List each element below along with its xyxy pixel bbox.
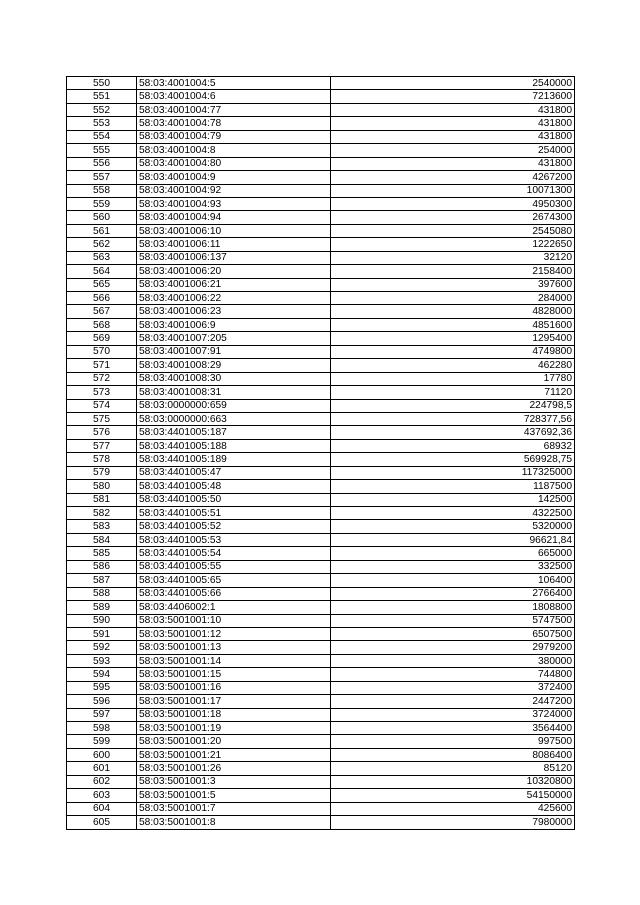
table-row: [67, 547, 575, 560]
value-cell: 284000: [331, 292, 575, 305]
table-row: [67, 695, 575, 708]
row-number-cell: 561: [67, 224, 137, 237]
cadastral-number-cell: 58:03:4001008:30: [137, 372, 331, 385]
table-row: [67, 332, 575, 345]
table-body: [67, 77, 575, 830]
value-cell: 4851600: [331, 318, 575, 331]
table-row: [67, 708, 575, 721]
table-row: [67, 372, 575, 385]
table-row: [67, 533, 575, 546]
row-number-cell: 573: [67, 386, 137, 399]
row-number-cell: 564: [67, 265, 137, 278]
row-number-cell: 603: [67, 789, 137, 802]
cadastral-number-cell: 58:03:4001004:94: [137, 211, 331, 224]
cadastral-number-cell: 58:03:4001004:9: [137, 171, 331, 184]
table-row: [67, 211, 575, 224]
table-row: [67, 560, 575, 573]
value-cell: 10320800: [331, 775, 575, 788]
value-cell: 372400: [331, 681, 575, 694]
cadastral-number-cell: 58:03:4001006:9: [137, 318, 331, 331]
value-cell: 4749800: [331, 345, 575, 358]
table-row: [67, 305, 575, 318]
row-number-cell: 571: [67, 359, 137, 372]
value-cell: 17780: [331, 372, 575, 385]
cadastral-number-cell: 58:03:4401005:188: [137, 439, 331, 452]
value-cell: 10071300: [331, 184, 575, 197]
row-number-cell: 557: [67, 171, 137, 184]
table-row: [67, 654, 575, 667]
value-cell: 6507500: [331, 627, 575, 640]
cadastral-number-cell: 58:03:4401005:51: [137, 507, 331, 520]
row-number-cell: 552: [67, 103, 137, 116]
value-cell: 2979200: [331, 641, 575, 654]
value-cell: 665000: [331, 547, 575, 560]
value-cell: 54150000: [331, 789, 575, 802]
value-cell: 142500: [331, 493, 575, 506]
value-cell: 728377,56: [331, 412, 575, 425]
row-number-cell: 576: [67, 426, 137, 439]
value-cell: 462280: [331, 359, 575, 372]
table-row: [67, 238, 575, 251]
table-row: [67, 507, 575, 520]
row-number-cell: 579: [67, 466, 137, 479]
table-row: [67, 197, 575, 210]
table-row: [67, 627, 575, 640]
row-number-cell: 558: [67, 184, 137, 197]
table-row: [67, 480, 575, 493]
cadastral-number-cell: 58:03:4001006:11: [137, 238, 331, 251]
cadastral-number-cell: 58:03:4001008:31: [137, 386, 331, 399]
value-cell: 8086400: [331, 748, 575, 761]
value-cell: 397600: [331, 278, 575, 291]
row-number-cell: 574: [67, 399, 137, 412]
cadastral-number-cell: 58:03:5001001:14: [137, 654, 331, 667]
row-number-cell: 554: [67, 130, 137, 143]
row-number-cell: 582: [67, 507, 137, 520]
cadastral-number-cell: 58:03:5001001:16: [137, 681, 331, 694]
value-cell: 2545080: [331, 224, 575, 237]
table-row: [67, 171, 575, 184]
cadastral-number-cell: 58:03:4001006:21: [137, 278, 331, 291]
row-number-cell: 580: [67, 480, 137, 493]
row-number-cell: 570: [67, 345, 137, 358]
table-row: [67, 292, 575, 305]
value-cell: 997500: [331, 735, 575, 748]
cadastral-number-cell: 58:03:4001004:8: [137, 144, 331, 157]
value-cell: 425600: [331, 802, 575, 815]
row-number-cell: 568: [67, 318, 137, 331]
value-cell: 332500: [331, 560, 575, 573]
table-row: [67, 802, 575, 815]
cadastral-number-cell: 58:03:0000000:663: [137, 412, 331, 425]
table-row: [67, 641, 575, 654]
table-row: [67, 251, 575, 264]
table-row: [67, 493, 575, 506]
row-number-cell: 563: [67, 251, 137, 264]
row-number-cell: 591: [67, 627, 137, 640]
row-number-cell: 600: [67, 748, 137, 761]
table-row: [67, 735, 575, 748]
row-number-cell: 584: [67, 533, 137, 546]
cadastral-number-cell: 58:03:5001001:21: [137, 748, 331, 761]
table-row: [67, 90, 575, 103]
value-cell: 32120: [331, 251, 575, 264]
cadastral-number-cell: 58:03:4001007:205: [137, 332, 331, 345]
table-row: [67, 318, 575, 331]
row-number-cell: 583: [67, 520, 137, 533]
value-cell: 7213600: [331, 90, 575, 103]
row-number-cell: 551: [67, 90, 137, 103]
row-number-cell: 577: [67, 439, 137, 452]
table-row: [67, 775, 575, 788]
row-number-cell: 593: [67, 654, 137, 667]
cadastral-number-cell: 58:03:4001004:78: [137, 117, 331, 130]
table-row: [67, 117, 575, 130]
table-row: [67, 789, 575, 802]
value-cell: 7980000: [331, 816, 575, 829]
cadastral-number-cell: 58:03:4401005:187: [137, 426, 331, 439]
value-cell: 1222650: [331, 238, 575, 251]
cadastral-number-cell: 58:03:5001001:8: [137, 816, 331, 829]
cadastral-number-cell: 58:03:4001006:20: [137, 265, 331, 278]
table-row: [67, 601, 575, 614]
cadastral-number-cell: 58:03:4001004:93: [137, 197, 331, 210]
row-number-cell: 604: [67, 802, 137, 815]
value-cell: 106400: [331, 574, 575, 587]
table-row: [67, 412, 575, 425]
cadastral-number-cell: 58:03:5001001:13: [137, 641, 331, 654]
table-row: [67, 748, 575, 761]
value-cell: 5320000: [331, 520, 575, 533]
row-number-cell: 585: [67, 547, 137, 560]
cadastral-number-cell: 58:03:5001001:26: [137, 762, 331, 775]
cadastral-number-cell: 58:03:4401005:189: [137, 453, 331, 466]
table-row: [67, 103, 575, 116]
table-row: [67, 265, 575, 278]
row-number-cell: 594: [67, 668, 137, 681]
table-row: [67, 426, 575, 439]
value-cell: 1295400: [331, 332, 575, 345]
row-number-cell: 556: [67, 157, 137, 170]
table-row: [67, 399, 575, 412]
row-number-cell: 572: [67, 372, 137, 385]
row-number-cell: 586: [67, 560, 137, 573]
table-row: [67, 574, 575, 587]
row-number-cell: 565: [67, 278, 137, 291]
row-number-cell: 596: [67, 695, 137, 708]
cadastral-number-cell: 58:03:5001001:7: [137, 802, 331, 815]
table-row: [67, 439, 575, 452]
data-table: [66, 76, 575, 830]
row-number-cell: 592: [67, 641, 137, 654]
cadastral-number-cell: 58:03:5001001:15: [137, 668, 331, 681]
row-number-cell: 587: [67, 574, 137, 587]
cadastral-number-cell: 58:03:4001004:80: [137, 157, 331, 170]
table-row: [67, 681, 575, 694]
value-cell: 431800: [331, 130, 575, 143]
value-cell: 744800: [331, 668, 575, 681]
value-cell: 85120: [331, 762, 575, 775]
cadastral-number-cell: 58:03:4401005:48: [137, 480, 331, 493]
row-number-cell: 560: [67, 211, 137, 224]
cadastral-number-cell: 58:03:5001001:17: [137, 695, 331, 708]
table-row: [67, 157, 575, 170]
table-row: [67, 224, 575, 237]
row-number-cell: 589: [67, 601, 137, 614]
cadastral-number-cell: 58:03:4401005:52: [137, 520, 331, 533]
cadastral-number-cell: 58:03:4001008:29: [137, 359, 331, 372]
value-cell: 1808800: [331, 601, 575, 614]
cadastral-number-cell: 58:03:4401005:47: [137, 466, 331, 479]
table-row: [67, 130, 575, 143]
value-cell: 2766400: [331, 587, 575, 600]
value-cell: 431800: [331, 103, 575, 116]
cadastral-number-cell: 58:03:4001006:137: [137, 251, 331, 264]
cadastral-number-cell: 58:03:0000000:659: [137, 399, 331, 412]
table-row: [67, 587, 575, 600]
row-number-cell: 575: [67, 412, 137, 425]
table-row: [67, 184, 575, 197]
row-number-cell: 562: [67, 238, 137, 251]
cadastral-number-cell: 58:03:4401005:54: [137, 547, 331, 560]
cadastral-number-cell: 58:03:4401005:50: [137, 493, 331, 506]
table-row: [67, 359, 575, 372]
value-cell: 224798,5: [331, 399, 575, 412]
row-number-cell: 605: [67, 816, 137, 829]
value-cell: 68932: [331, 439, 575, 452]
cadastral-number-cell: 58:03:4001007:91: [137, 345, 331, 358]
cadastral-number-cell: 58:03:5001001:20: [137, 735, 331, 748]
cadastral-number-cell: 58:03:4001006:22: [137, 292, 331, 305]
row-number-cell: 559: [67, 197, 137, 210]
table-row: [67, 762, 575, 775]
value-cell: 431800: [331, 157, 575, 170]
row-number-cell: 581: [67, 493, 137, 506]
table-row: [67, 144, 575, 157]
cadastral-number-cell: 58:03:5001001:5: [137, 789, 331, 802]
cadastral-number-cell: 58:03:4401005:55: [137, 560, 331, 573]
row-number-cell: 597: [67, 708, 137, 721]
table-row: [67, 386, 575, 399]
value-cell: 2674300: [331, 211, 575, 224]
value-cell: 380000: [331, 654, 575, 667]
value-cell: 4322500: [331, 507, 575, 520]
table-row: [67, 668, 575, 681]
row-number-cell: 567: [67, 305, 137, 318]
row-number-cell: 555: [67, 144, 137, 157]
row-number-cell: 590: [67, 614, 137, 627]
table-row: [67, 345, 575, 358]
table-row: [67, 453, 575, 466]
row-number-cell: 588: [67, 587, 137, 600]
row-number-cell: 602: [67, 775, 137, 788]
row-number-cell: 578: [67, 453, 137, 466]
value-cell: 2447200: [331, 695, 575, 708]
value-cell: 3724000: [331, 708, 575, 721]
table-row: [67, 278, 575, 291]
value-cell: 117325000: [331, 466, 575, 479]
cadastral-number-cell: 58:03:4001006:10: [137, 224, 331, 237]
row-number-cell: 566: [67, 292, 137, 305]
cadastral-number-cell: 58:03:4401005:53: [137, 533, 331, 546]
value-cell: 2158400: [331, 265, 575, 278]
table-row: [67, 466, 575, 479]
value-cell: 569928,75: [331, 453, 575, 466]
row-number-cell: 569: [67, 332, 137, 345]
cadastral-number-cell: 58:03:4001004:77: [137, 103, 331, 116]
value-cell: 437692,36: [331, 426, 575, 439]
row-number-cell: 601: [67, 762, 137, 775]
value-cell: 4828000: [331, 305, 575, 318]
cadastral-number-cell: 58:03:5001001:19: [137, 722, 331, 735]
value-cell: 4950300: [331, 197, 575, 210]
cadastral-number-cell: 58:03:5001001:12: [137, 627, 331, 640]
cadastral-number-cell: 58:03:4401005:65: [137, 574, 331, 587]
value-cell: 4267200: [331, 171, 575, 184]
cadastral-number-cell: 58:03:4001004:79: [137, 130, 331, 143]
value-cell: 5747500: [331, 614, 575, 627]
row-number-cell: 550: [67, 77, 137, 90]
table-row: [67, 520, 575, 533]
row-number-cell: 595: [67, 681, 137, 694]
value-cell: 3564400: [331, 722, 575, 735]
cadastral-number-cell: 58:03:4001004:92: [137, 184, 331, 197]
cadastral-number-cell: 58:03:4001004:5: [137, 77, 331, 90]
value-cell: 431800: [331, 117, 575, 130]
value-cell: 2540000: [331, 77, 575, 90]
cadastral-number-cell: 58:03:4401005:66: [137, 587, 331, 600]
cadastral-number-cell: 58:03:4406002:1: [137, 601, 331, 614]
row-number-cell: 553: [67, 117, 137, 130]
value-cell: 1187500: [331, 480, 575, 493]
cadastral-number-cell: 58:03:4001006:23: [137, 305, 331, 318]
cadastral-number-cell: 58:03:5001001:18: [137, 708, 331, 721]
value-cell: 254000: [331, 144, 575, 157]
row-number-cell: 598: [67, 722, 137, 735]
table-row: [67, 77, 575, 90]
table-row: [67, 614, 575, 627]
table-row: [67, 816, 575, 829]
table-row: [67, 722, 575, 735]
value-cell: 71120: [331, 386, 575, 399]
value-cell: 96621,84: [331, 533, 575, 546]
row-number-cell: 599: [67, 735, 137, 748]
cadastral-number-cell: 58:03:5001001:3: [137, 775, 331, 788]
cadastral-number-cell: 58:03:4001004:6: [137, 90, 331, 103]
cadastral-number-cell: 58:03:5001001:10: [137, 614, 331, 627]
